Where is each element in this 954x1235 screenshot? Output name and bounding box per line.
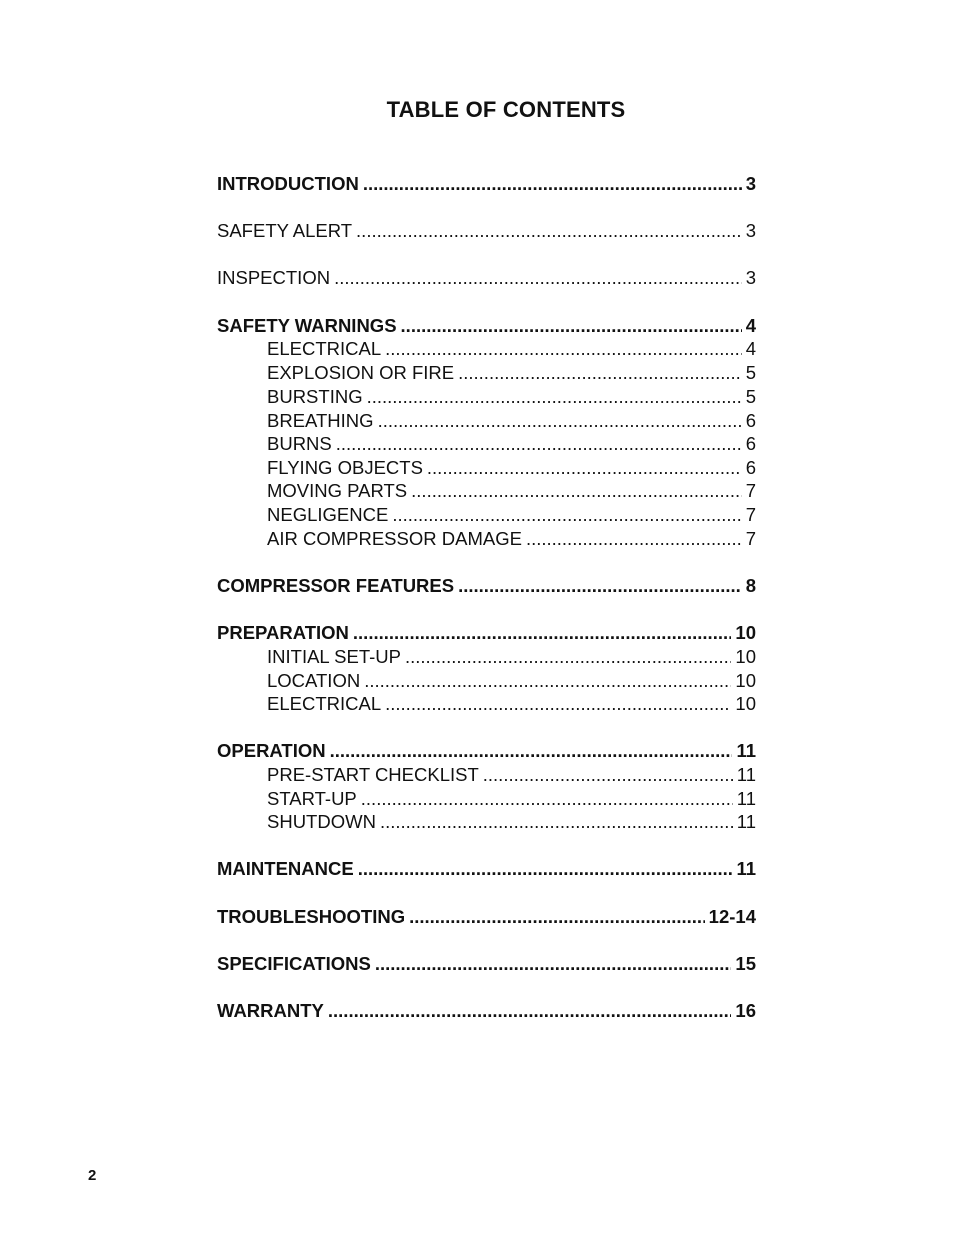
toc-entry-title: INTRODUCTION bbox=[217, 173, 359, 194]
toc-dot-leader bbox=[385, 692, 731, 716]
toc-entry-title: BURNS bbox=[267, 433, 332, 454]
toc-entry-page: 10 bbox=[735, 693, 756, 714]
toc-entry-page: 10 bbox=[735, 646, 756, 667]
toc-entry-page: 8 bbox=[745, 575, 756, 596]
toc-entry-page: 6 bbox=[745, 410, 756, 431]
toc-entry-title: SPECIFICATIONS bbox=[217, 953, 371, 974]
toc-entry[interactable] bbox=[267, 787, 756, 811]
toc-dot-leader bbox=[411, 479, 742, 503]
toc-entry-page: 16 bbox=[735, 1000, 756, 1021]
toc-entry[interactable] bbox=[217, 905, 756, 929]
toc-entry[interactable] bbox=[267, 337, 756, 361]
page-number: 2 bbox=[88, 1167, 97, 1184]
toc-dot-leader bbox=[364, 669, 731, 693]
toc-dot-leader bbox=[385, 337, 742, 361]
toc-entry-title: OPERATION bbox=[217, 740, 326, 761]
toc-entry-title: SAFETY ALERT bbox=[217, 220, 353, 241]
toc-entry-title: FLYING OBJECTS bbox=[267, 457, 423, 478]
toc-entry-title: AIR COMPRESSOR DAMAGE bbox=[267, 528, 522, 549]
toc-entry-page: 10 bbox=[735, 670, 756, 691]
toc-entry-page: 10 bbox=[735, 622, 756, 643]
toc-entry-page: 3 bbox=[745, 220, 756, 241]
toc-dot-leader bbox=[363, 172, 742, 196]
toc-entry-title: TROUBLESHOOTING bbox=[217, 906, 406, 927]
toc-entry-title: WARRANTY bbox=[217, 1000, 324, 1021]
toc-dot-leader bbox=[367, 385, 742, 409]
toc-entry[interactable] bbox=[217, 574, 756, 598]
toc-dot-leader bbox=[526, 527, 742, 551]
toc-entry[interactable] bbox=[267, 645, 756, 669]
toc-entry-title: SHUTDOWN bbox=[267, 811, 376, 832]
toc-entry-page: 6 bbox=[745, 457, 756, 478]
toc-entry[interactable] bbox=[267, 763, 756, 787]
toc-entry-page: 7 bbox=[745, 480, 756, 501]
toc-entry-page: 15 bbox=[735, 953, 756, 974]
toc-dot-leader bbox=[361, 787, 733, 811]
toc-entry-title: BURSTING bbox=[267, 386, 363, 407]
toc-dot-leader bbox=[353, 621, 732, 645]
toc-entry[interactable] bbox=[217, 857, 756, 881]
toc-entry[interactable] bbox=[217, 314, 756, 338]
toc-entry-title: LOCATION bbox=[267, 670, 361, 691]
toc-entry-title: MOVING PARTS bbox=[267, 480, 408, 501]
toc-entry-page: 3 bbox=[745, 267, 756, 288]
toc-entry-page: 7 bbox=[745, 528, 756, 549]
toc-entry-page: 11 bbox=[736, 811, 756, 832]
toc-entry[interactable] bbox=[267, 810, 756, 834]
toc-entry-title: PRE-START CHECKLIST bbox=[267, 764, 479, 785]
toc-entry[interactable] bbox=[217, 621, 756, 645]
toc-entry-title: COMPRESSOR FEATURES bbox=[217, 575, 455, 596]
toc-dot-leader bbox=[330, 739, 733, 763]
toc-entry-page: 11 bbox=[736, 740, 756, 761]
toc-dot-leader bbox=[336, 432, 742, 456]
toc-entry-title: INSPECTION bbox=[217, 267, 331, 288]
toc-entry-title: NEGLIGENCE bbox=[267, 504, 389, 525]
toc-entry-title: EXPLOSION OR FIRE bbox=[267, 362, 455, 383]
toc-entry[interactable] bbox=[267, 432, 756, 456]
toc-entry-title: START-UP bbox=[267, 788, 357, 809]
toc-entry-title: ELECTRICAL bbox=[267, 693, 382, 714]
toc-entry-title: ELECTRICAL bbox=[267, 338, 382, 359]
toc-dot-leader bbox=[427, 456, 742, 480]
toc-entry[interactable] bbox=[267, 479, 756, 503]
toc-entry-page: 5 bbox=[745, 362, 756, 383]
toc-dot-leader bbox=[334, 266, 742, 290]
toc-entry[interactable] bbox=[267, 456, 756, 480]
toc-dot-leader bbox=[375, 952, 732, 976]
toc-entry-title: INITIAL SET-UP bbox=[267, 646, 401, 667]
toc-entry[interactable] bbox=[217, 172, 756, 196]
toc-dot-leader bbox=[409, 905, 705, 929]
toc-dot-leader bbox=[378, 409, 742, 433]
toc-entry[interactable] bbox=[267, 385, 756, 409]
toc-entry[interactable] bbox=[217, 266, 756, 290]
toc-entry[interactable] bbox=[217, 739, 756, 763]
toc-dot-leader bbox=[405, 645, 731, 669]
toc-dot-leader bbox=[458, 361, 742, 385]
toc-entry[interactable] bbox=[267, 361, 756, 385]
toc-entry[interactable] bbox=[217, 952, 756, 976]
toc-entry[interactable] bbox=[267, 527, 756, 551]
toc-entry-page: 7 bbox=[745, 504, 756, 525]
toc-entry[interactable] bbox=[267, 409, 756, 433]
toc-dot-leader bbox=[380, 810, 733, 834]
toc-dot-leader bbox=[401, 314, 742, 338]
toc-dot-leader bbox=[328, 999, 732, 1023]
toc-entry[interactable] bbox=[217, 219, 756, 243]
toc-entry-page: 4 bbox=[745, 338, 756, 359]
toc-entry-page: 11 bbox=[736, 764, 756, 785]
toc-entry-page: 4 bbox=[745, 315, 756, 336]
table-of-contents bbox=[217, 0, 756, 1235]
toc-dot-leader bbox=[358, 857, 733, 881]
toc-entry-page: 5 bbox=[745, 386, 756, 407]
toc-entry[interactable] bbox=[267, 669, 756, 693]
toc-dot-leader bbox=[483, 763, 733, 787]
toc-entry-page: 11 bbox=[736, 858, 756, 879]
toc-entry[interactable] bbox=[267, 692, 756, 716]
toc-dot-leader bbox=[458, 574, 742, 598]
toc-entry[interactable] bbox=[267, 503, 756, 527]
toc-entry-title: MAINTENANCE bbox=[217, 858, 354, 879]
toc-dot-leader bbox=[392, 503, 741, 527]
toc-entry-title: SAFETY WARNINGS bbox=[217, 315, 397, 336]
page-title: TABLE OF CONTENTS bbox=[386, 97, 626, 122]
toc-entry-title: BREATHING bbox=[267, 410, 374, 431]
toc-entry-title: PREPARATION bbox=[217, 622, 349, 643]
toc-entry-page: 11 bbox=[736, 788, 756, 809]
toc-dot-leader bbox=[356, 219, 742, 243]
toc-entry[interactable] bbox=[217, 999, 756, 1023]
toc-entry-page: 6 bbox=[745, 433, 756, 454]
toc-entry-page: 3 bbox=[745, 173, 756, 194]
toc-entry-page: 12-14 bbox=[708, 906, 756, 927]
